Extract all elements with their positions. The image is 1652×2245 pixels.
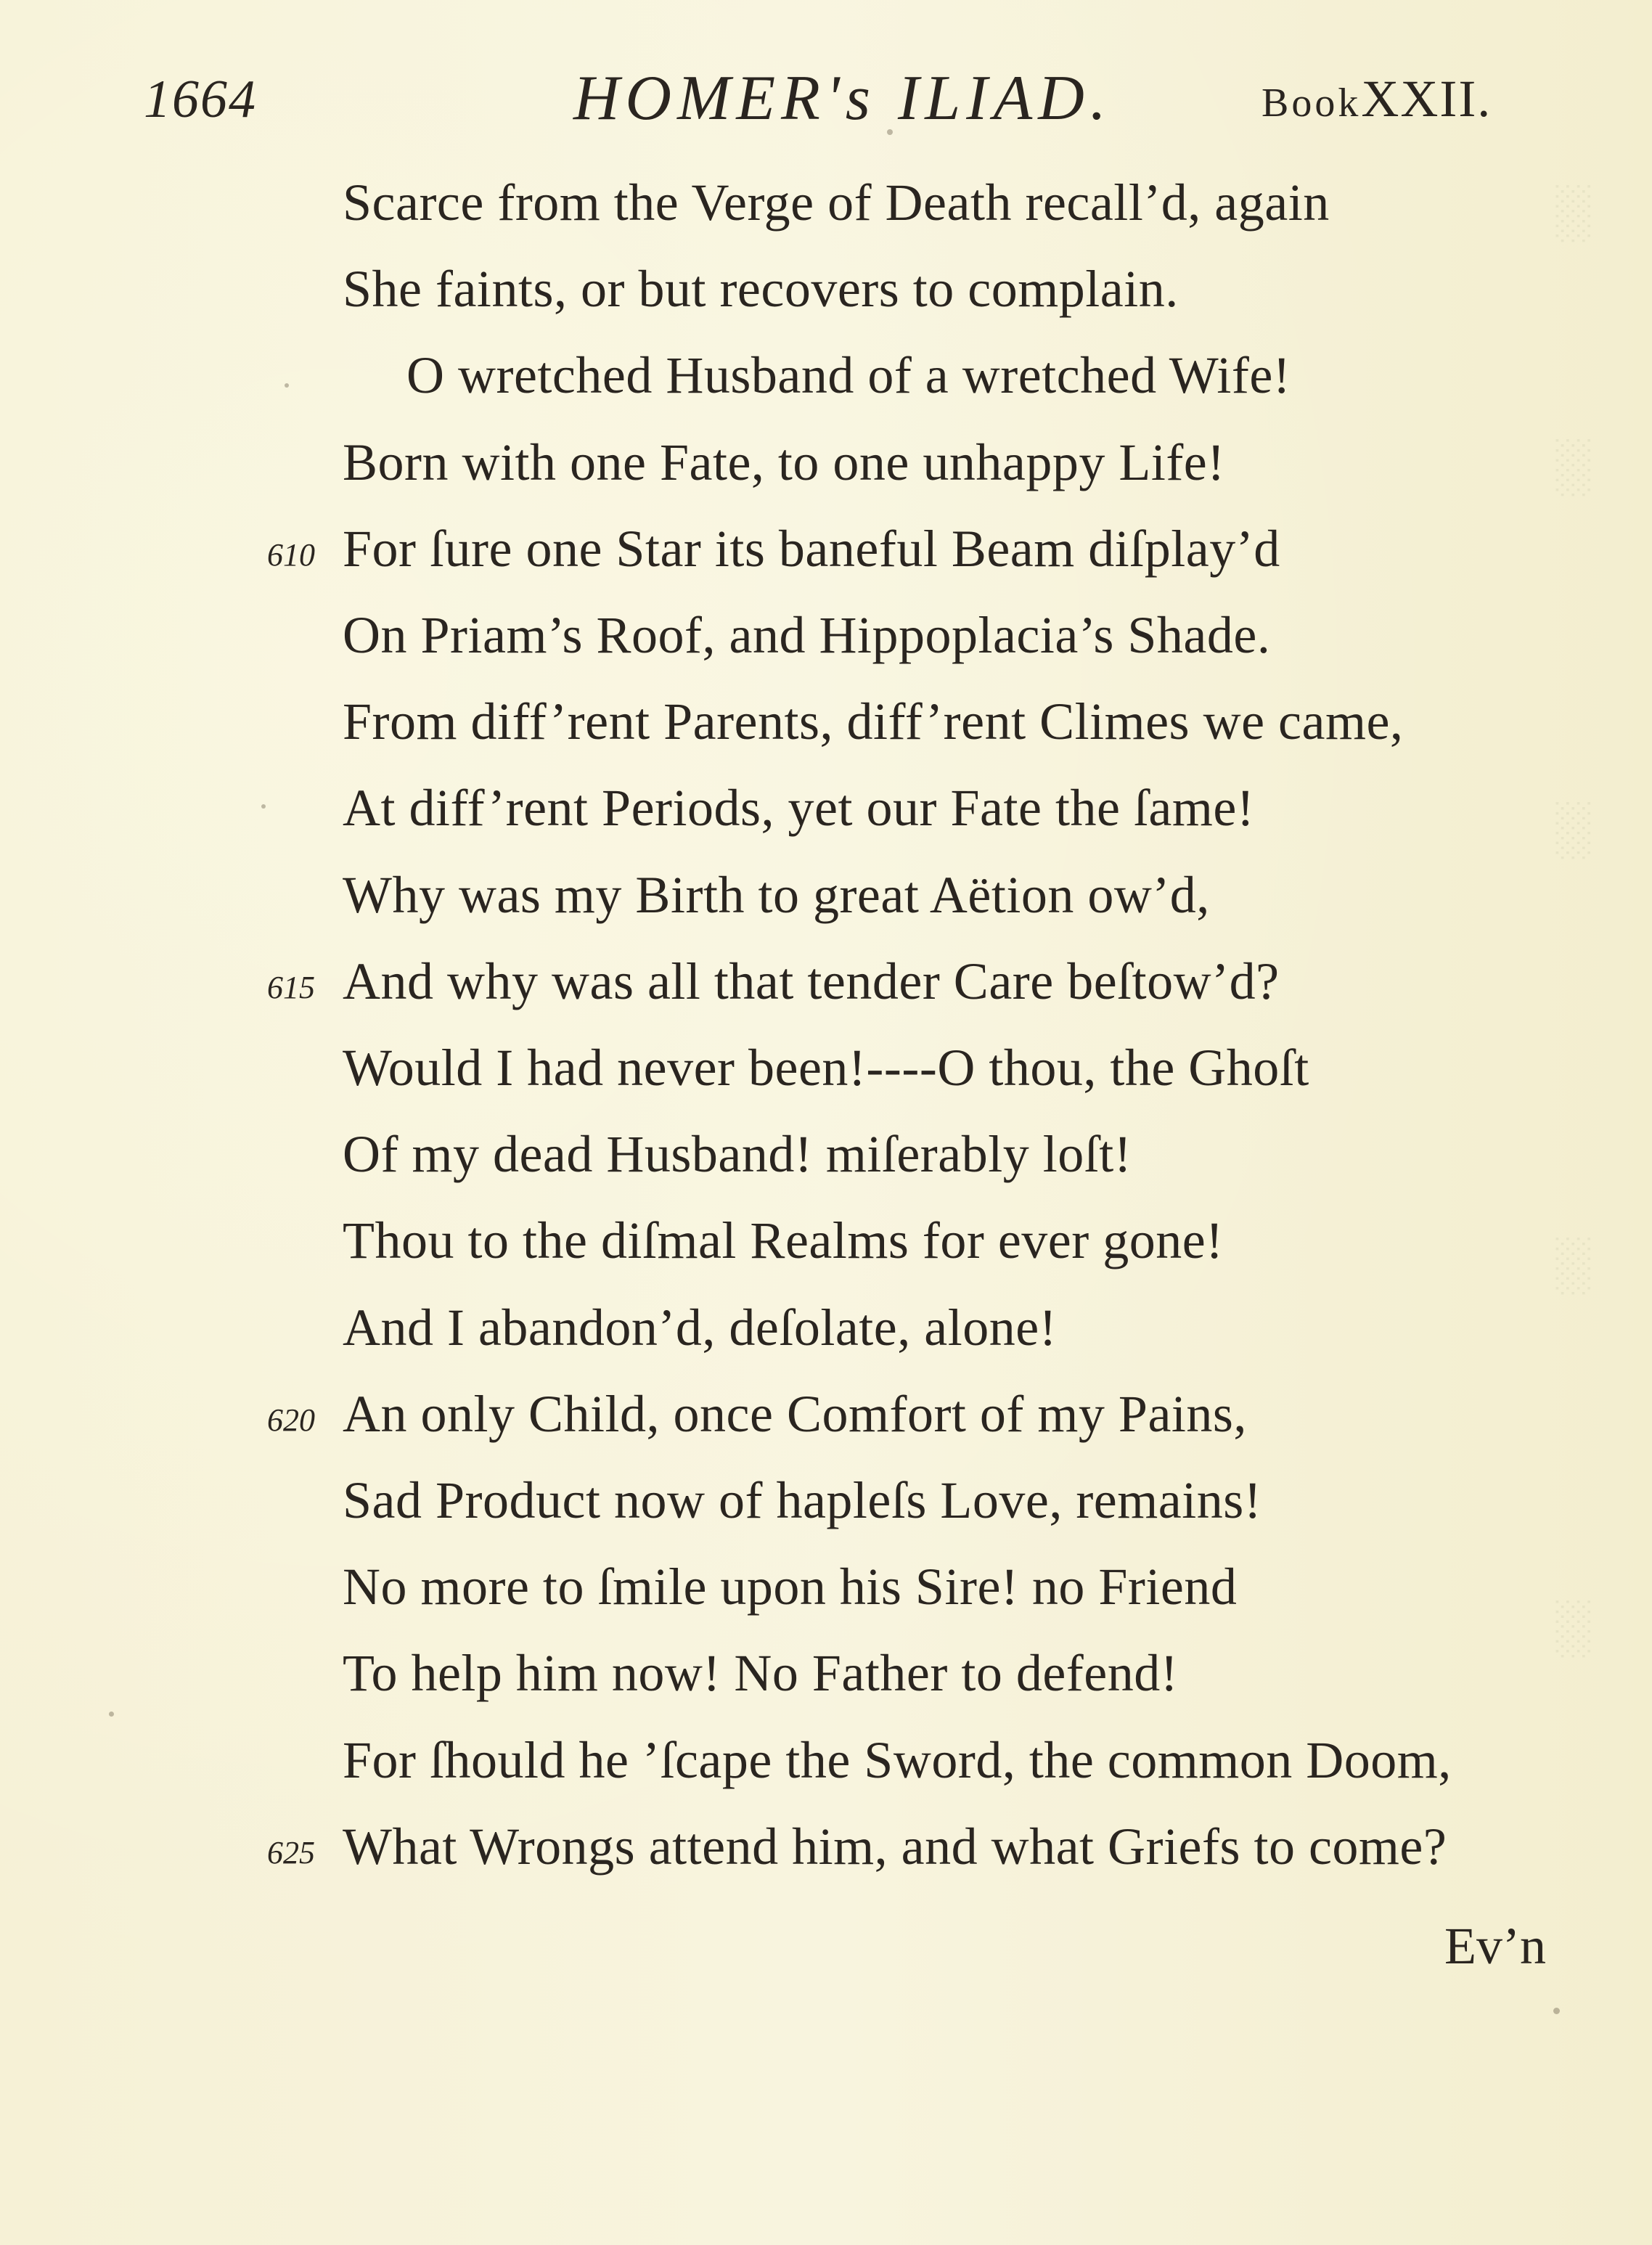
verse-line <box>0 173 1652 253</box>
verse-line <box>0 1038 1652 1118</box>
verse-line <box>0 345 1652 425</box>
book-numeral: XXII. <box>1361 70 1492 128</box>
line-text: At diff’rent Periods, yet our Fate the ſame! <box>343 779 1255 838</box>
line-text: Why was my Birth to great Aëtion ow’d, <box>343 865 1210 924</box>
running-header <box>0 62 1652 134</box>
line-text: Scarce from the Verge of Death recall’d, again <box>343 173 1330 232</box>
line-text: For ſhould he ’ſcape the Sword, the common Doom, <box>343 1730 1452 1789</box>
page-number: 1664 <box>144 70 257 129</box>
verse-line <box>0 519 1652 599</box>
verse-line <box>0 1643 1652 1723</box>
verse-line <box>0 865 1652 945</box>
line-text: What Wrongs attend him, and what Griefs to come? <box>343 1817 1447 1876</box>
line-text: On Priam’s Roof, and Hippoplacia’s Shade. <box>343 606 1271 664</box>
line-text: An only Child, once Comfort of my Pains, <box>343 1384 1247 1443</box>
line-text: Born with one Fate, to one unhappy Life! <box>343 433 1225 491</box>
verse-line <box>0 1730 1652 1810</box>
verse-line <box>0 605 1652 685</box>
verse-line <box>0 433 1652 512</box>
show-through-shadow: ░ <box>1553 1598 1591 1656</box>
verse-line <box>0 1384 1652 1464</box>
show-through-shadow: ░ <box>1553 799 1591 857</box>
line-text: Of my dead Husband! miſerably loſt! <box>343 1125 1132 1184</box>
running-title: HOMER's ILIAD. <box>573 63 1112 134</box>
verse-line <box>0 259 1652 339</box>
line-text: To help him now! No Father to defend! <box>343 1644 1179 1703</box>
verse-line <box>0 778 1652 858</box>
verse-line <box>0 1471 1652 1550</box>
line-text: Sad Product now of hapleſs Love, remains! <box>343 1471 1262 1529</box>
verse-line <box>0 1124 1652 1204</box>
line-text: O wretched Husband of a wretched Wife! <box>406 346 1291 405</box>
line-text: From diff’rent Parents, diff’rent Climes we came, <box>343 692 1404 751</box>
line-text: No more to ſmile upon his Sire! no Friend <box>343 1558 1238 1616</box>
line-number: 620 <box>267 1402 315 1438</box>
verse-line <box>0 1817 1652 1897</box>
line-text: She faints, or but recovers to complain. <box>343 260 1179 319</box>
line-number: 625 <box>267 1834 315 1870</box>
book-prefix: Book <box>1262 81 1362 126</box>
verse-line <box>0 1298 1652 1378</box>
line-text: For ſure one Star its baneful Beam diſplay’d <box>343 519 1280 578</box>
show-through-shadow: ░ <box>1553 182 1591 240</box>
line-text: And why was all that tender Care beſtow’d? <box>343 952 1280 1010</box>
line-text: Would I had never been!----O thou, the Ghoſt <box>343 1039 1309 1097</box>
show-through-shadow: ░ <box>1553 436 1591 494</box>
show-through-shadow: ░ <box>1553 1235 1591 1293</box>
paper-speck <box>1553 2008 1560 2014</box>
line-text: Thou to the diſmal Realms for ever gone! <box>343 1211 1224 1270</box>
line-number: 615 <box>267 969 315 1005</box>
line-text: And I abandon’d, deſolate, alone! <box>343 1298 1058 1357</box>
book-label <box>1262 69 1492 129</box>
verse-line <box>0 952 1652 1031</box>
catchword: Ev’n <box>1444 1917 1546 1975</box>
verse-line <box>0 1211 1652 1291</box>
line-number: 610 <box>267 536 315 573</box>
verse-line <box>0 692 1652 772</box>
verse-line <box>0 1557 1652 1637</box>
